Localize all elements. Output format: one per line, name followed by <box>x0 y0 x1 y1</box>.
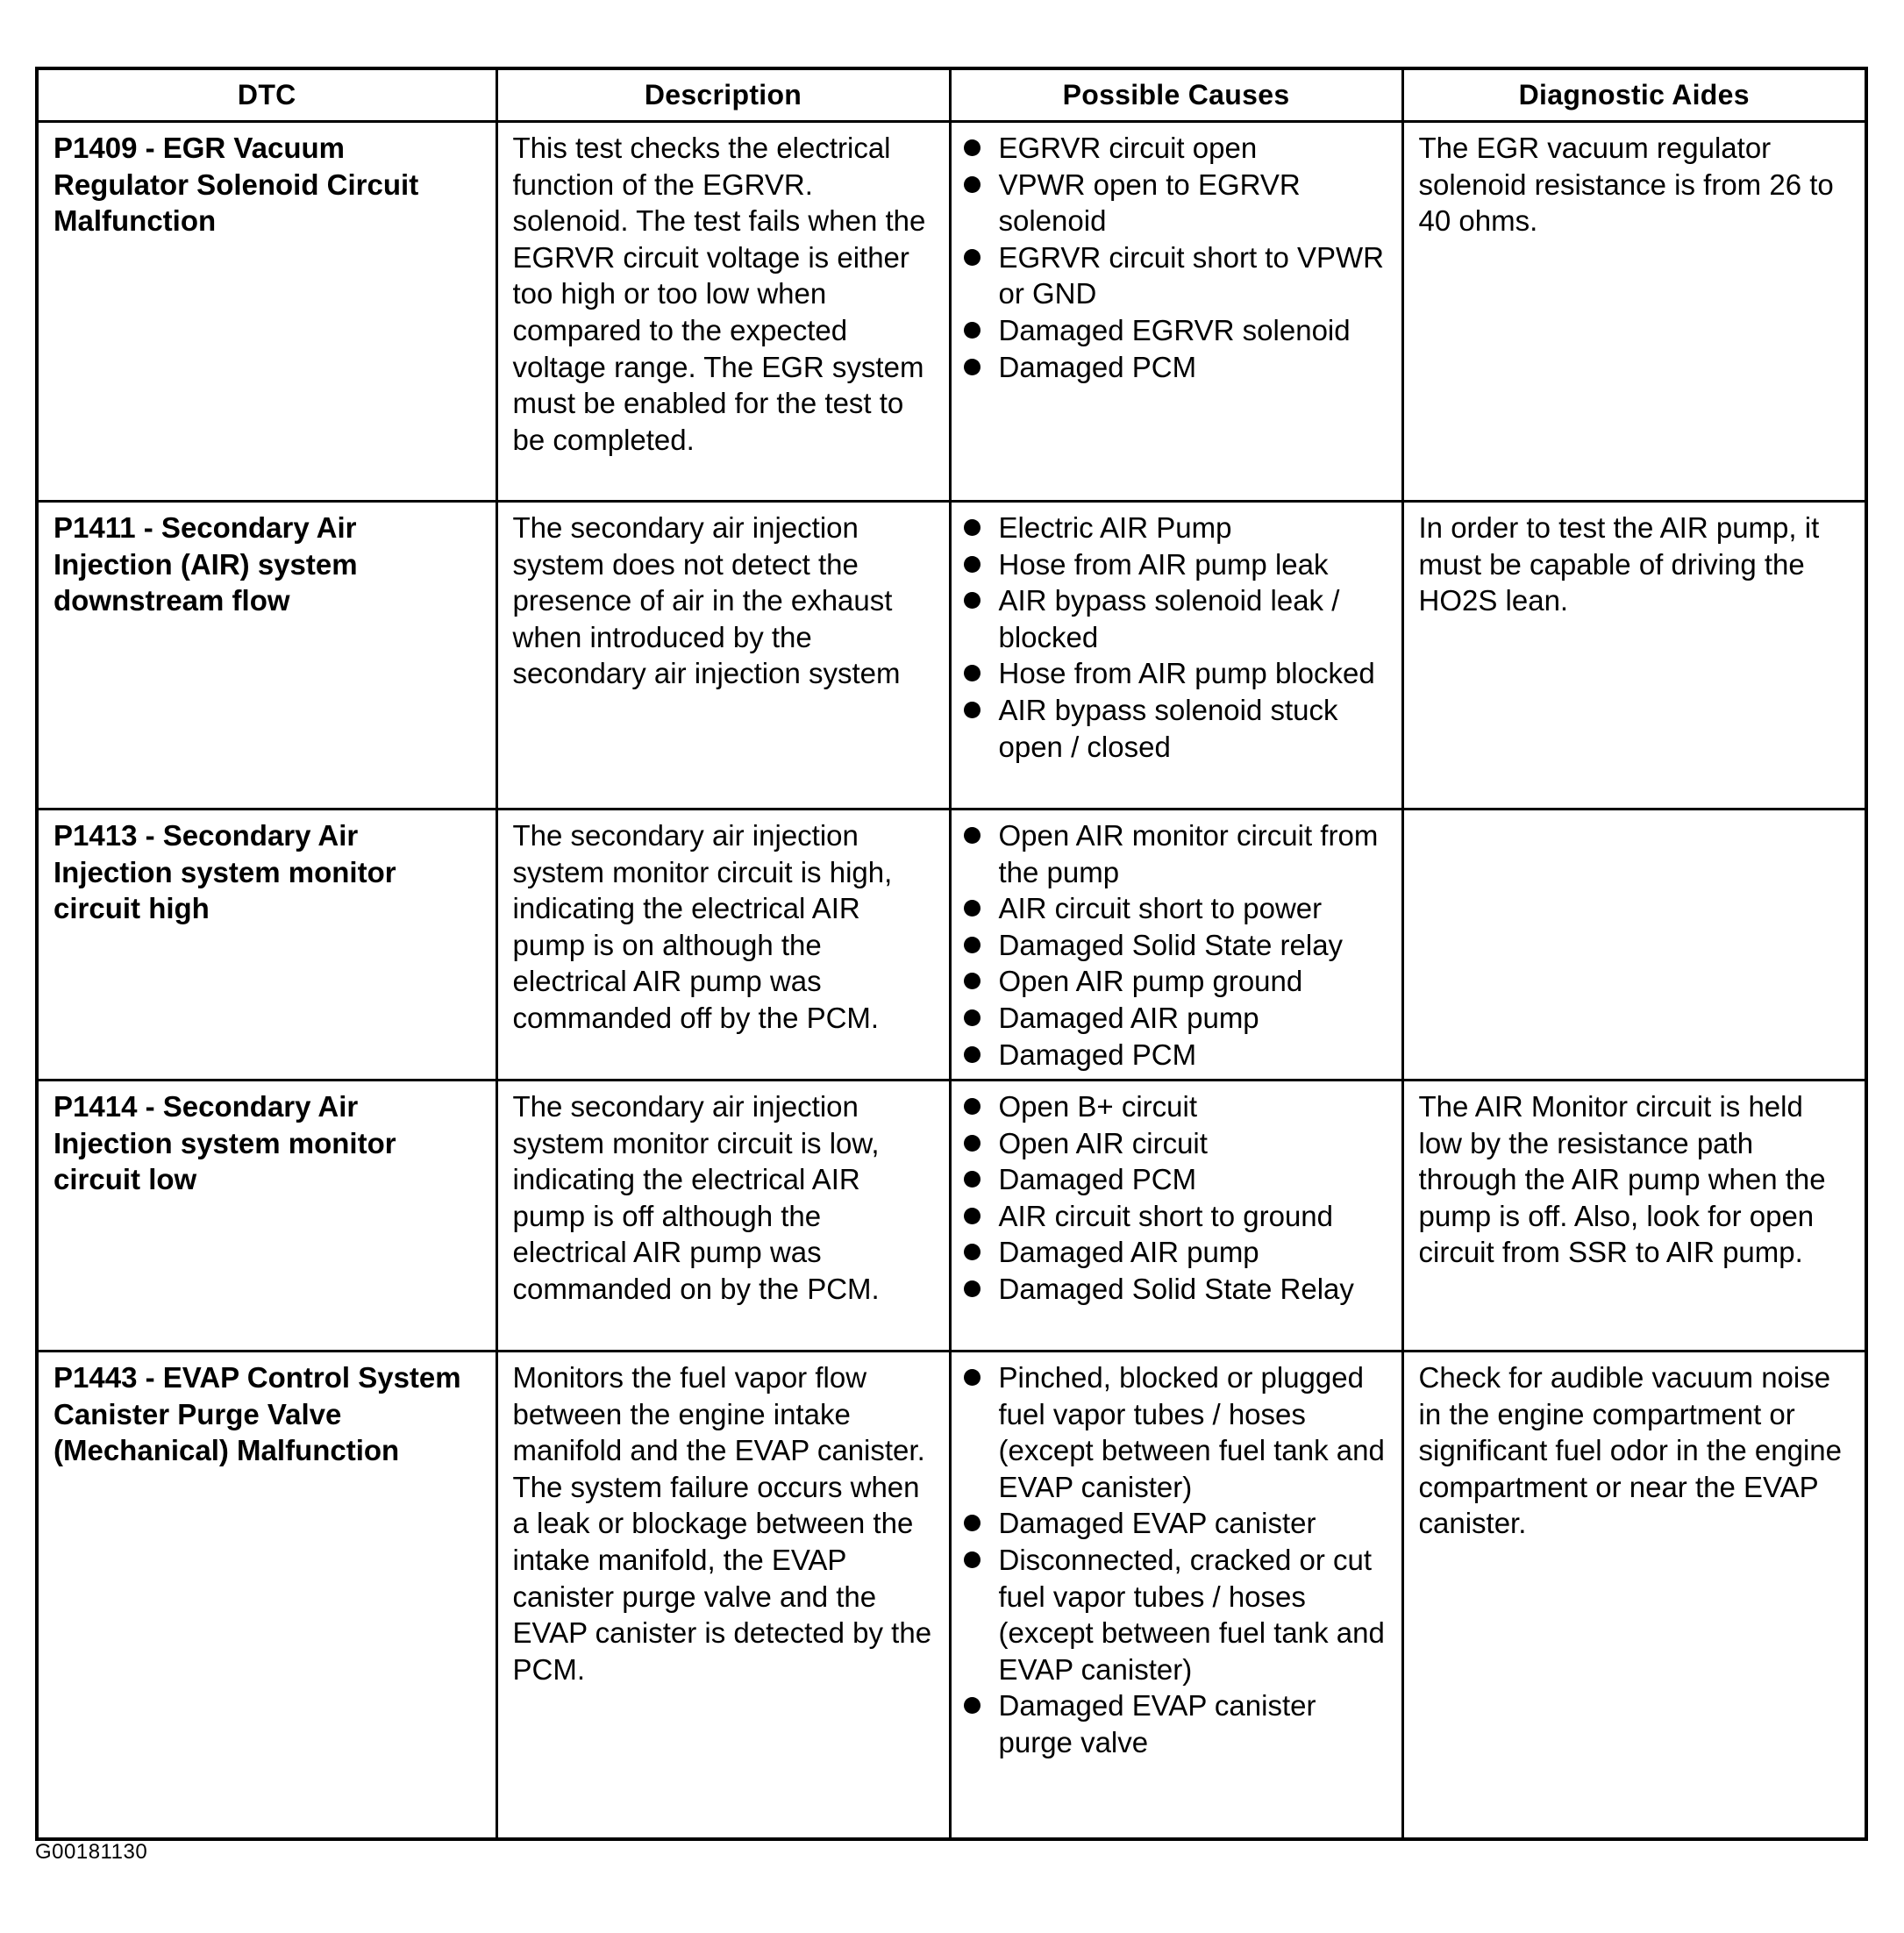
possible-causes-cell <box>950 502 1402 810</box>
dtc-code-title: P1413 - Secondary Air Injection system monitor circuit high <box>53 819 396 925</box>
diagnostic-aides-text: Check for audible vacuum noise in the engine compartment or significant fuel odor in the engine compartment or near the EVAP canister. <box>1418 1361 1842 1540</box>
cause-item <box>964 1088 1393 1125</box>
description-cell <box>496 1081 950 1352</box>
cause-item <box>964 1359 1393 1505</box>
diagnostic-aides-cell <box>1402 122 1866 502</box>
cause-item <box>964 1271 1393 1308</box>
cause-text: Damaged PCM <box>998 1163 1197 1196</box>
cause-item <box>964 582 1393 655</box>
cause-text: Open AIR circuit <box>998 1126 1208 1159</box>
bullet-icon <box>964 1171 981 1188</box>
cause-text: VPWR open to EGRVR solenoid <box>998 168 1301 238</box>
description-text: This test checks the electrical function of the EGRVR. solenoid. The test fails when the EGRVR circuit voltage is either too high or too low when compared to the expected voltage range. The EGR system must be enabled for the test to be completed. <box>512 132 926 456</box>
cause-item <box>964 1161 1393 1198</box>
bullet-icon <box>964 249 981 266</box>
diagnostic-aides-cell <box>1402 502 1866 810</box>
header-description: Description <box>496 68 950 122</box>
cause-text: EGRVR circuit short to VPWR or GND <box>998 240 1384 310</box>
diagnostic-aides-text: The AIR Monitor circuit is held low by the resistance path through the AIR pump when the pump is off. Also, look for open circuit from SSR to AIR pump. <box>1418 1090 1826 1269</box>
cause-text: Damaged AIR pump <box>998 1236 1259 1269</box>
cause-text: Open B+ circuit <box>998 1090 1198 1123</box>
cause-text: Pinched, blocked or plugged fuel vapor tubes / hoses (except between fuel tank and EVAP canister) <box>998 1361 1385 1503</box>
bullet-icon <box>964 556 981 573</box>
cause-text: AIR bypass solenoid stuck open / closed <box>998 693 1338 763</box>
cause-item <box>964 1687 1393 1760</box>
dtc-code-title: P1443 - EVAP Control System Canister Purge Valve (Mechanical) Malfunction <box>53 1361 461 1467</box>
cause-text: AIR bypass solenoid leak / blocked <box>998 584 1340 653</box>
bullet-icon <box>964 1515 981 1531</box>
bullet-icon <box>964 665 981 681</box>
cause-text: Damaged PCM <box>998 1038 1197 1071</box>
bullet-icon <box>964 937 981 953</box>
cause-item <box>964 1542 1393 1687</box>
dtc-cell <box>37 810 496 1081</box>
diagnostic-aides-cell <box>1402 810 1866 1081</box>
header-row <box>37 68 1866 122</box>
cause-text: Damaged EVAP canister purge valve <box>998 1689 1316 1758</box>
table-row <box>37 1081 1866 1352</box>
table-row <box>37 1352 1866 1840</box>
cause-item <box>964 312 1393 349</box>
bullet-icon <box>964 1046 981 1063</box>
table-body <box>37 122 1866 1840</box>
bullet-icon <box>964 359 981 375</box>
description-text: The secondary air injection system does not detect the presence of air in the exhaust when introduced by the secondary air injection system <box>512 511 901 690</box>
figure-id: G00181130 <box>35 1840 148 1864</box>
bullet-icon <box>964 176 981 193</box>
header-dtc: DTC <box>37 68 496 122</box>
causes-list <box>952 810 1401 1078</box>
bullet-icon <box>964 702 981 718</box>
bullet-icon <box>964 1009 981 1026</box>
bullet-icon <box>964 1208 981 1224</box>
causes-list <box>952 1352 1401 1766</box>
bullet-icon <box>964 827 981 844</box>
description-text: The secondary air injection system monitor circuit is low, indicating the electrical AIR pump is off although the electrical AIR pump was commanded on by the PCM. <box>512 1090 880 1305</box>
cause-item <box>964 1234 1393 1271</box>
possible-causes-cell <box>950 122 1402 502</box>
bullet-icon <box>964 519 981 536</box>
dtc-code-title: P1414 - Secondary Air Injection system monitor circuit low <box>53 1090 396 1196</box>
dtc-cell <box>37 1352 496 1840</box>
diagnostic-aides-text <box>1404 810 1865 823</box>
cause-item <box>964 546 1393 583</box>
diagnostic-aides-text: The EGR vacuum regulator solenoid resistance is from 26 to 40 ohms. <box>1418 132 1834 238</box>
cause-text: Open AIR pump ground <box>998 965 1303 998</box>
cause-text: AIR circuit short to ground <box>998 1199 1333 1232</box>
cause-text: Electric AIR Pump <box>998 511 1232 544</box>
dtc-cell <box>37 122 496 502</box>
table-row <box>37 122 1866 502</box>
header-possible-causes: Possible Causes <box>950 68 1402 122</box>
description-text: Monitors the fuel vapor flow between the engine intake manifold and the EVAP canister. The system failure occurs when a leak or blockage between the intake manifold, the EVAP canister purge valve and the EVAP canister is detected by the PCM. <box>512 1361 932 1686</box>
possible-causes-cell <box>950 1081 1402 1352</box>
bullet-icon <box>964 1697 981 1714</box>
description-cell <box>496 810 950 1081</box>
description-cell <box>496 502 950 810</box>
bullet-icon <box>964 1098 981 1115</box>
diagnostic-aides-cell <box>1402 1081 1866 1352</box>
cause-item <box>964 927 1393 964</box>
dtc-code-title: P1409 - EGR Vacuum Regulator Solenoid Circuit Malfunction <box>53 132 419 238</box>
cause-item <box>964 890 1393 927</box>
cause-text: Damaged EGRVR solenoid <box>998 313 1351 346</box>
cause-item <box>964 1125 1393 1162</box>
cause-item <box>964 655 1393 692</box>
bullet-icon <box>964 1135 981 1152</box>
cause-text: Damaged Solid State relay <box>998 928 1344 961</box>
causes-list <box>952 503 1401 770</box>
cause-item <box>964 1037 1393 1073</box>
cause-item <box>964 817 1393 890</box>
cause-text: Disconnected, cracked or cut fuel vapor tubes / hoses (except between fuel tank and EVAP canister) <box>998 1543 1385 1686</box>
bullet-icon <box>964 973 981 989</box>
cause-item <box>964 510 1393 546</box>
possible-causes-cell <box>950 810 1402 1081</box>
table-row <box>37 502 1866 810</box>
table-row <box>37 810 1866 1081</box>
cause-text: Damaged AIR pump <box>998 1001 1259 1034</box>
cause-item <box>964 963 1393 1000</box>
possible-causes-cell <box>950 1352 1402 1840</box>
header-diagnostic-aides: Diagnostic Aides <box>1402 68 1866 122</box>
dtc-cell <box>37 1081 496 1352</box>
bullet-icon <box>964 1551 981 1568</box>
dtc-table-container <box>35 67 1865 1841</box>
cause-text: Open AIR monitor circuit from the pump <box>998 819 1379 888</box>
cause-item <box>964 239 1393 312</box>
bullet-icon <box>964 139 981 156</box>
cause-item <box>964 692 1393 765</box>
cause-text: Damaged EVAP canister <box>998 1507 1316 1540</box>
description-cell <box>496 122 950 502</box>
bullet-icon <box>964 592 981 609</box>
dtc-cell <box>37 502 496 810</box>
causes-list <box>952 123 1401 390</box>
dtc-code-title: P1411 - Secondary Air Injection (AIR) system downstream flow <box>53 511 358 617</box>
causes-list <box>952 1081 1401 1313</box>
bullet-icon <box>964 1280 981 1297</box>
cause-text: Hose from AIR pump blocked <box>998 657 1375 690</box>
cause-text: AIR circuit short to power <box>998 892 1323 925</box>
cause-item <box>964 130 1393 167</box>
cause-text: Damaged PCM <box>998 350 1197 383</box>
cause-text: Damaged Solid State Relay <box>998 1272 1354 1305</box>
cause-item <box>964 1505 1393 1542</box>
cause-item <box>964 167 1393 239</box>
dtc-table <box>35 67 1868 1841</box>
description-text: The secondary air injection system monitor circuit is high, indicating the electrical AIR pump is on although the electrical AIR pump was commanded off by the PCM. <box>512 819 893 1034</box>
description-cell <box>496 1352 950 1840</box>
cause-text: Hose from AIR pump leak <box>998 547 1329 581</box>
bullet-icon <box>964 322 981 339</box>
diagnostic-aides-cell <box>1402 1352 1866 1840</box>
bullet-icon <box>964 900 981 917</box>
cause-text: EGRVR circuit open <box>998 132 1258 164</box>
cause-item <box>964 1000 1393 1037</box>
bullet-icon <box>964 1244 981 1260</box>
diagnostic-aides-text: In order to test the AIR pump, it must be capable of driving the HO2S lean. <box>1418 511 1820 617</box>
bullet-icon <box>964 1369 981 1386</box>
cause-item <box>964 1198 1393 1235</box>
cause-item <box>964 349 1393 386</box>
